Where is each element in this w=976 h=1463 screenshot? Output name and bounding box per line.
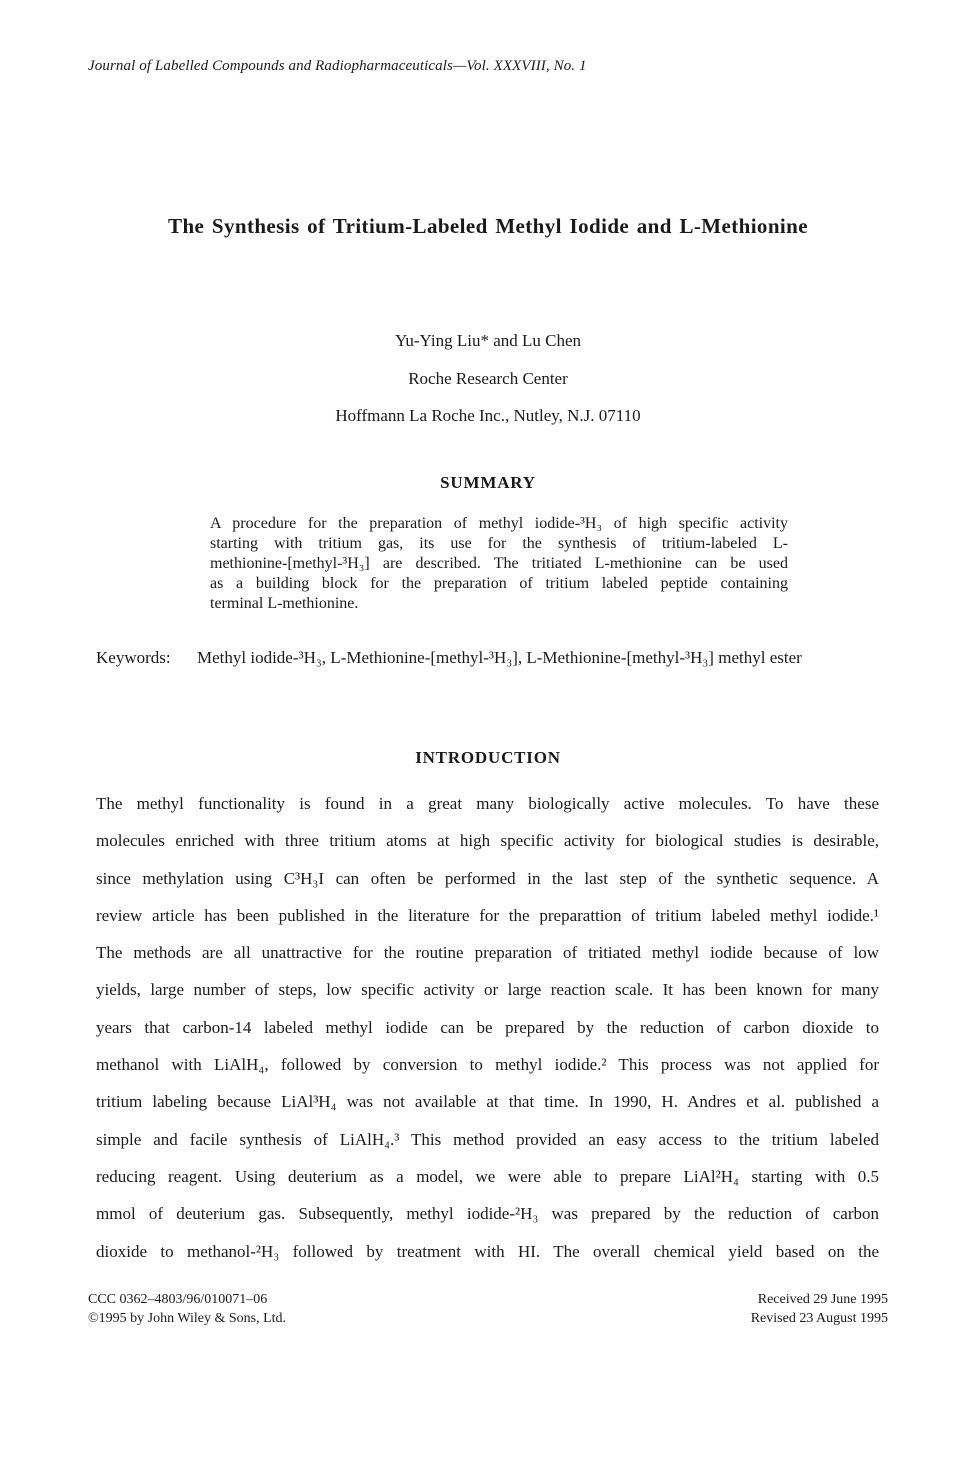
summary-line: as a building block for the preparation of tritium labeled peptide containing [210, 575, 788, 592]
keywords-label: Keywords: [96, 648, 171, 667]
summary-line: methionine-[methyl-³H₃] are described. The tritiated L-methionine can be used [210, 555, 788, 572]
summary-line: terminal L-methionine. [210, 595, 359, 612]
paper-title: The Synthesis of Tritium-Labeled Methyl Iodide and L-Methionine [168, 214, 808, 238]
keywords-text: Methyl iodide-³H₃, L-Methionine-[methyl-³H₃], L-Methionine-[methyl-³H₃] methyl ester [197, 648, 802, 667]
keywords [96, 648, 802, 668]
body-line: dioxide to methanol-²H₃ followed by treatment with HI. The overall chemical yield based on the [96, 1241, 879, 1261]
body-line: methanol with LiAlH₄, followed by conversion to methyl iodide.² This process was not applied for [96, 1055, 879, 1075]
summary-heading: SUMMARY [440, 473, 536, 492]
revised-date: Revised 23 August 1995 [750, 1311, 888, 1326]
received-date: Received 29 June 1995 [757, 1292, 888, 1307]
body-line: since methylation using C³H₃I can often be performed in the last step of the synthetic sequence. A [96, 868, 879, 888]
summary-line: starting with tritium gas, its use for the synthesis of tritium-labeled L- [210, 535, 788, 552]
summary-abstract [210, 514, 788, 614]
body-line: tritium labeling because LiAl³H₄ was not available at that time. In 1990, H. Andres et al. published a [96, 1092, 879, 1112]
body-line: The methods are all unattractive for the routine preparation of tritiated methyl iodide because of low [96, 943, 879, 963]
footer-right [751, 1290, 888, 1328]
summary-line: A procedure for the preparation of methyl iodide-³H₃ of high specific activity [210, 515, 788, 532]
body-line: yields, large number of steps, low specific activity or large reaction scale. It has been known for many [96, 980, 879, 1000]
body-line: molecules enriched with three tritium atoms at high specific activity for biological studies is desirable, [96, 831, 879, 851]
affiliation-line-1: Roche Research Center [408, 369, 568, 388]
authors: Yu-Ying Liu* and Lu Chen [394, 331, 582, 350]
body-line: The methyl functionality is found in a great many biologically active molecules. To have these [96, 794, 879, 813]
introduction-body [96, 785, 879, 1270]
body-line: reducing reagent. Using deuterium as a model, we were able to prepare LiAl²H₄ starting with 0.5 [96, 1166, 879, 1186]
journal-header: Journal of Labelled Compounds and Radiopharmaceuticals—Vol. XXXVIII, No. 1 [88, 58, 587, 74]
body-line: years that carbon-14 labeled methyl iodide can be prepared by the reduction of carbon dioxide to [96, 1017, 879, 1037]
copyright: ©1995 by John Wiley & Sons, Ltd. [88, 1311, 287, 1326]
body-line: review article has been published in the literature for the preparattion of tritium labeled methyl iodide.¹ [96, 905, 879, 925]
footer-left [88, 1290, 286, 1328]
body-line: mmol of deuterium gas. Subsequently, methyl iodide-²H₃ was prepared by the reduction of carbon [96, 1204, 879, 1224]
introduction-heading: INTRODUCTION [415, 748, 561, 767]
body-line: simple and facile synthesis of LiAlH₄.³ This method provided an easy access to the tritium labeled [96, 1129, 879, 1149]
affiliation-line-2: Hoffmann La Roche Inc., Nutley, N.J. 07110 [335, 406, 641, 425]
ccc-code: CCC 0362–4803/96/010071–06 [88, 1292, 268, 1307]
